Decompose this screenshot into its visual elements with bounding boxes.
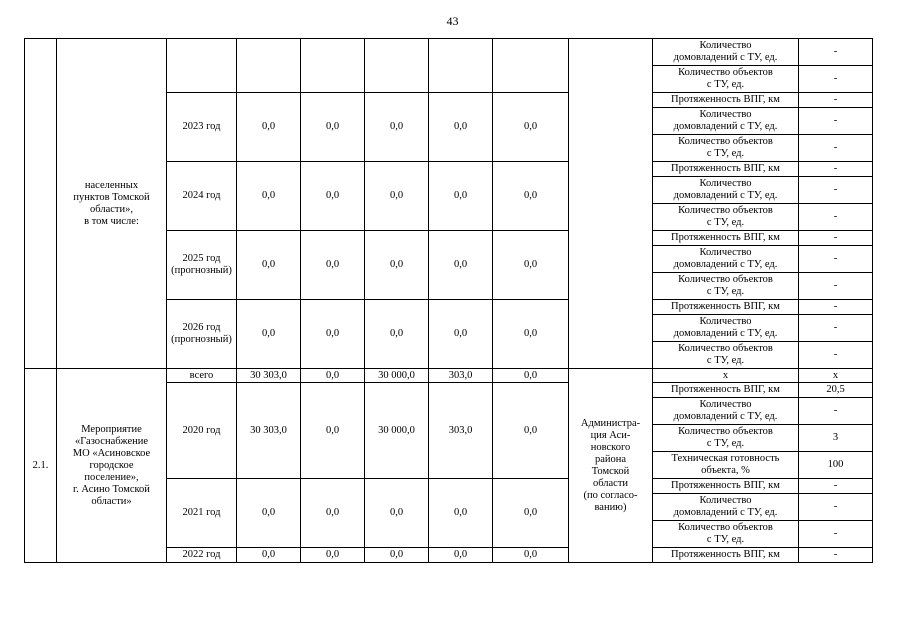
indicator-value xyxy=(799,521,873,548)
value-cell xyxy=(429,479,493,548)
indicator-name-text: Протяженность ВПГ, км xyxy=(671,301,780,312)
indicator-value-text: - xyxy=(833,73,838,84)
indicator-name-text: Протяженность ВПГ, км xyxy=(671,480,780,491)
value-cell-text: 30 303,0 xyxy=(250,424,287,436)
value-cell xyxy=(429,300,493,369)
value-cell-text: 0,0 xyxy=(325,190,340,201)
indicator-value-text: - xyxy=(833,501,838,512)
value-cell xyxy=(429,369,493,383)
indicator-name-text: Количество объектов с ТУ, ед. xyxy=(678,426,773,449)
value-cell xyxy=(365,369,429,383)
indicator-name xyxy=(653,425,799,452)
indicator-value-text: - xyxy=(833,480,838,491)
value-cell-text: 0,0 xyxy=(523,121,538,132)
indicator-name-text: Протяженность ВПГ, км xyxy=(671,163,780,174)
value-cell xyxy=(429,39,493,93)
value-cell-text: 0,0 xyxy=(523,369,538,381)
indicator-name-text: Количество объектов с ТУ, ед. xyxy=(678,274,773,297)
indicator-value-text: 3 xyxy=(832,432,839,443)
value-cell xyxy=(493,93,569,162)
value-cell xyxy=(365,479,429,548)
indicator-value xyxy=(799,66,873,93)
indicator-name-text: Количество домовладений с ТУ, ед. xyxy=(673,178,778,201)
year-cell-text: 2024 год xyxy=(182,190,221,201)
value-cell-text: 0,0 xyxy=(389,121,404,132)
measure-name xyxy=(57,369,167,563)
value-cell xyxy=(493,383,569,479)
value-cell xyxy=(429,93,493,162)
executor-cell xyxy=(569,369,653,563)
value-cell-text: 0,0 xyxy=(453,549,468,560)
indicator-value xyxy=(799,246,873,273)
value-cell xyxy=(237,231,301,300)
indicator-value xyxy=(799,135,873,162)
indicator-value xyxy=(799,383,873,398)
value-cell xyxy=(429,231,493,300)
value-cell-text: 303,0 xyxy=(448,369,473,381)
row-number xyxy=(25,39,57,369)
value-cell xyxy=(301,369,365,383)
indicator-value xyxy=(799,425,873,452)
indicator-name-text: Количество объектов с ТУ, ед. xyxy=(678,67,773,90)
year-cell-text: 2023 год xyxy=(182,121,221,132)
value-cell xyxy=(493,479,569,548)
year-cell-text: 2022 год xyxy=(182,549,221,560)
value-cell xyxy=(237,369,301,383)
value-cell-text: 0,0 xyxy=(325,328,340,339)
indicator-name xyxy=(653,342,799,369)
indicator-name-text: Техническая готовность объекта, % xyxy=(671,453,780,476)
indicator-name xyxy=(653,398,799,425)
indicator-name xyxy=(653,494,799,521)
indicator-name-text: Количество домовладений с ТУ, ед. xyxy=(673,316,778,339)
indicator-name-text: Количество объектов с ТУ, ед. xyxy=(678,136,773,159)
indicator-name-text: Протяженность ВПГ, км xyxy=(671,94,780,105)
indicator-value xyxy=(799,479,873,494)
value-cell-text: 0,0 xyxy=(453,121,468,132)
value-cell xyxy=(237,479,301,548)
value-cell xyxy=(365,93,429,162)
indicator-name-text: Количество домовладений с ТУ, ед. xyxy=(673,495,778,518)
value-cell xyxy=(301,39,365,93)
value-cell-text: 0,0 xyxy=(453,259,468,270)
value-cell-text: 0,0 xyxy=(389,507,404,518)
indicator-name xyxy=(653,300,799,315)
indicator-value xyxy=(799,315,873,342)
indicator-name-text: х xyxy=(722,369,729,381)
value-cell xyxy=(493,231,569,300)
value-cell xyxy=(301,383,365,479)
value-cell xyxy=(365,162,429,231)
measure-name-text: Мероприятие «Газоснабжение МО «Асиновское городское поселение», г. Асино Томской области» xyxy=(72,423,151,507)
value-cell xyxy=(301,231,365,300)
indicator-value xyxy=(799,93,873,108)
value-cell xyxy=(493,162,569,231)
value-cell-text: 0,0 xyxy=(453,190,468,201)
indicator-value xyxy=(799,273,873,300)
value-cell xyxy=(365,383,429,479)
value-cell-text: 0,0 xyxy=(261,549,276,560)
indicator-value-text: х xyxy=(832,369,839,381)
year-cell xyxy=(167,300,237,369)
year-cell-text: 2021 год xyxy=(182,507,221,518)
executor-cell-text: Администра- ция Аси- новского района Томской области (по согласо- ванию) xyxy=(580,417,641,513)
value-cell xyxy=(429,383,493,479)
value-cell xyxy=(237,162,301,231)
indicator-value xyxy=(799,108,873,135)
indicator-value xyxy=(799,39,873,66)
indicator-name xyxy=(653,66,799,93)
indicator-name xyxy=(653,273,799,300)
indicator-name-text: Количество объектов с ТУ, ед. xyxy=(678,205,773,228)
indicator-value-text: - xyxy=(833,211,838,222)
year-cell xyxy=(167,383,237,479)
value-cell-text: 0,0 xyxy=(523,259,538,270)
measure-name xyxy=(57,39,167,369)
value-cell xyxy=(493,369,569,383)
indicator-name-text: Количество объектов с ТУ, ед. xyxy=(678,522,773,545)
value-cell-text: 0,0 xyxy=(261,259,276,270)
indicator-value xyxy=(799,342,873,369)
value-cell xyxy=(493,300,569,369)
value-cell-text: 0,0 xyxy=(389,259,404,270)
year-cell xyxy=(167,479,237,548)
year-cell xyxy=(167,548,237,563)
indicator-value-text: - xyxy=(833,349,838,360)
indicator-name xyxy=(653,246,799,273)
indicator-name-text: Протяженность ВПГ, км xyxy=(671,549,780,560)
value-cell xyxy=(301,300,365,369)
indicator-value xyxy=(799,177,873,204)
indicator-value-text: - xyxy=(833,405,838,416)
value-cell-text: 0,0 xyxy=(261,328,276,339)
measure-name-text: населенных пунктов Томской области», в том числе: xyxy=(73,179,150,227)
value-cell xyxy=(493,548,569,563)
indicator-name xyxy=(653,162,799,177)
value-cell xyxy=(365,231,429,300)
value-cell-text: 0,0 xyxy=(523,190,538,201)
value-cell xyxy=(301,479,365,548)
year-cell xyxy=(167,369,237,383)
indicator-name-text: Количество домовладений с ТУ, ед. xyxy=(673,247,778,270)
year-cell xyxy=(167,39,237,93)
value-cell-text: 0,0 xyxy=(325,424,340,436)
value-cell-text: 0,0 xyxy=(389,190,404,201)
year-cell xyxy=(167,93,237,162)
row-number xyxy=(25,369,57,563)
value-cell-text: 0,0 xyxy=(325,259,340,270)
year-cell xyxy=(167,231,237,300)
value-cell xyxy=(301,162,365,231)
value-cell-text: 0,0 xyxy=(261,121,276,132)
value-cell-text: 0,0 xyxy=(389,549,404,560)
indicator-name xyxy=(653,479,799,494)
value-cell xyxy=(237,300,301,369)
value-cell xyxy=(365,39,429,93)
indicator-value-text: - xyxy=(833,163,838,174)
value-cell xyxy=(493,39,569,93)
indicator-value xyxy=(799,452,873,479)
indicator-name xyxy=(653,231,799,246)
indicator-value xyxy=(799,398,873,425)
indicator-name xyxy=(653,135,799,162)
indicator-value-text: - xyxy=(833,322,838,333)
year-cell xyxy=(167,162,237,231)
indicator-value xyxy=(799,231,873,246)
value-cell-text: 0,0 xyxy=(523,328,538,339)
value-cell-text: 0,0 xyxy=(261,507,276,518)
indicator-name xyxy=(653,39,799,66)
value-cell xyxy=(237,39,301,93)
table-body xyxy=(25,39,873,563)
indicator-name xyxy=(653,177,799,204)
indicator-value-text: 20,5 xyxy=(826,384,845,395)
year-cell-text: 2026 год (прогнозный) xyxy=(171,322,232,345)
indicator-name-text: Количество домовладений с ТУ, ед. xyxy=(673,109,778,132)
program-table xyxy=(24,38,873,563)
indicator-value-text: - xyxy=(833,280,838,291)
indicator-name xyxy=(653,383,799,398)
year-cell-text: всего xyxy=(189,369,214,381)
indicator-value xyxy=(799,300,873,315)
table-row xyxy=(25,369,873,383)
executor-cell xyxy=(569,39,653,369)
indicator-name xyxy=(653,204,799,231)
table-row xyxy=(25,39,873,66)
indicator-value-text: 100 xyxy=(827,459,844,470)
value-cell xyxy=(301,548,365,563)
value-cell-text: 0,0 xyxy=(325,507,340,518)
value-cell-text: 0,0 xyxy=(453,328,468,339)
indicator-value-text: - xyxy=(833,184,838,195)
value-cell-text: 0,0 xyxy=(389,328,404,339)
value-cell-text: 0,0 xyxy=(261,190,276,201)
indicator-value-text: - xyxy=(833,46,838,57)
indicator-value xyxy=(799,369,873,383)
indicator-name xyxy=(653,521,799,548)
indicator-name-text: Количество объектов с ТУ, ед. xyxy=(678,343,773,366)
indicator-name xyxy=(653,108,799,135)
indicator-value xyxy=(799,204,873,231)
indicator-value-text: - xyxy=(833,528,838,539)
indicator-value-text: - xyxy=(833,549,838,560)
indicator-name xyxy=(653,452,799,479)
indicator-value xyxy=(799,548,873,563)
indicator-value xyxy=(799,162,873,177)
indicator-value-text: - xyxy=(833,253,838,264)
indicator-name xyxy=(653,93,799,108)
value-cell xyxy=(429,162,493,231)
indicator-value-text: - xyxy=(833,94,838,105)
value-cell xyxy=(365,300,429,369)
value-cell-text: 0,0 xyxy=(325,121,340,132)
value-cell-text: 0,0 xyxy=(523,424,538,436)
indicator-value xyxy=(799,494,873,521)
indicator-name-text: Количество домовладений с ТУ, ед. xyxy=(673,399,778,422)
indicator-name xyxy=(653,315,799,342)
indicator-name xyxy=(653,548,799,563)
indicator-name-text: Количество домовладений с ТУ, ед. xyxy=(673,40,778,63)
indicator-value-text: - xyxy=(833,142,838,153)
value-cell xyxy=(429,548,493,563)
value-cell-text: 30 303,0 xyxy=(250,369,287,381)
value-cell-text: 30 000,0 xyxy=(378,369,415,381)
value-cell xyxy=(237,383,301,479)
indicator-value-text: - xyxy=(833,301,838,312)
page-number: 43 xyxy=(446,14,459,28)
year-cell-text: 2025 год (прогнозный) xyxy=(171,253,232,276)
indicator-value-text: - xyxy=(833,115,838,126)
value-cell xyxy=(237,548,301,563)
indicator-value-text: - xyxy=(833,232,838,243)
value-cell-text: 0,0 xyxy=(523,549,538,560)
indicator-name-text: Протяженность ВПГ, км xyxy=(671,384,780,395)
value-cell-text: 30 000,0 xyxy=(378,424,415,436)
value-cell-text: 0,0 xyxy=(325,549,340,560)
indicator-name xyxy=(653,369,799,383)
value-cell xyxy=(301,93,365,162)
year-cell-text: 2020 год xyxy=(182,424,221,436)
value-cell xyxy=(365,548,429,563)
value-cell-text: 0,0 xyxy=(523,507,538,518)
row-number-text: 2.1. xyxy=(32,459,49,471)
indicator-name-text: Протяженность ВПГ, км xyxy=(671,232,780,243)
value-cell-text: 303,0 xyxy=(448,424,473,436)
value-cell-text: 0,0 xyxy=(325,369,340,381)
value-cell-text: 0,0 xyxy=(453,507,468,518)
value-cell xyxy=(237,93,301,162)
